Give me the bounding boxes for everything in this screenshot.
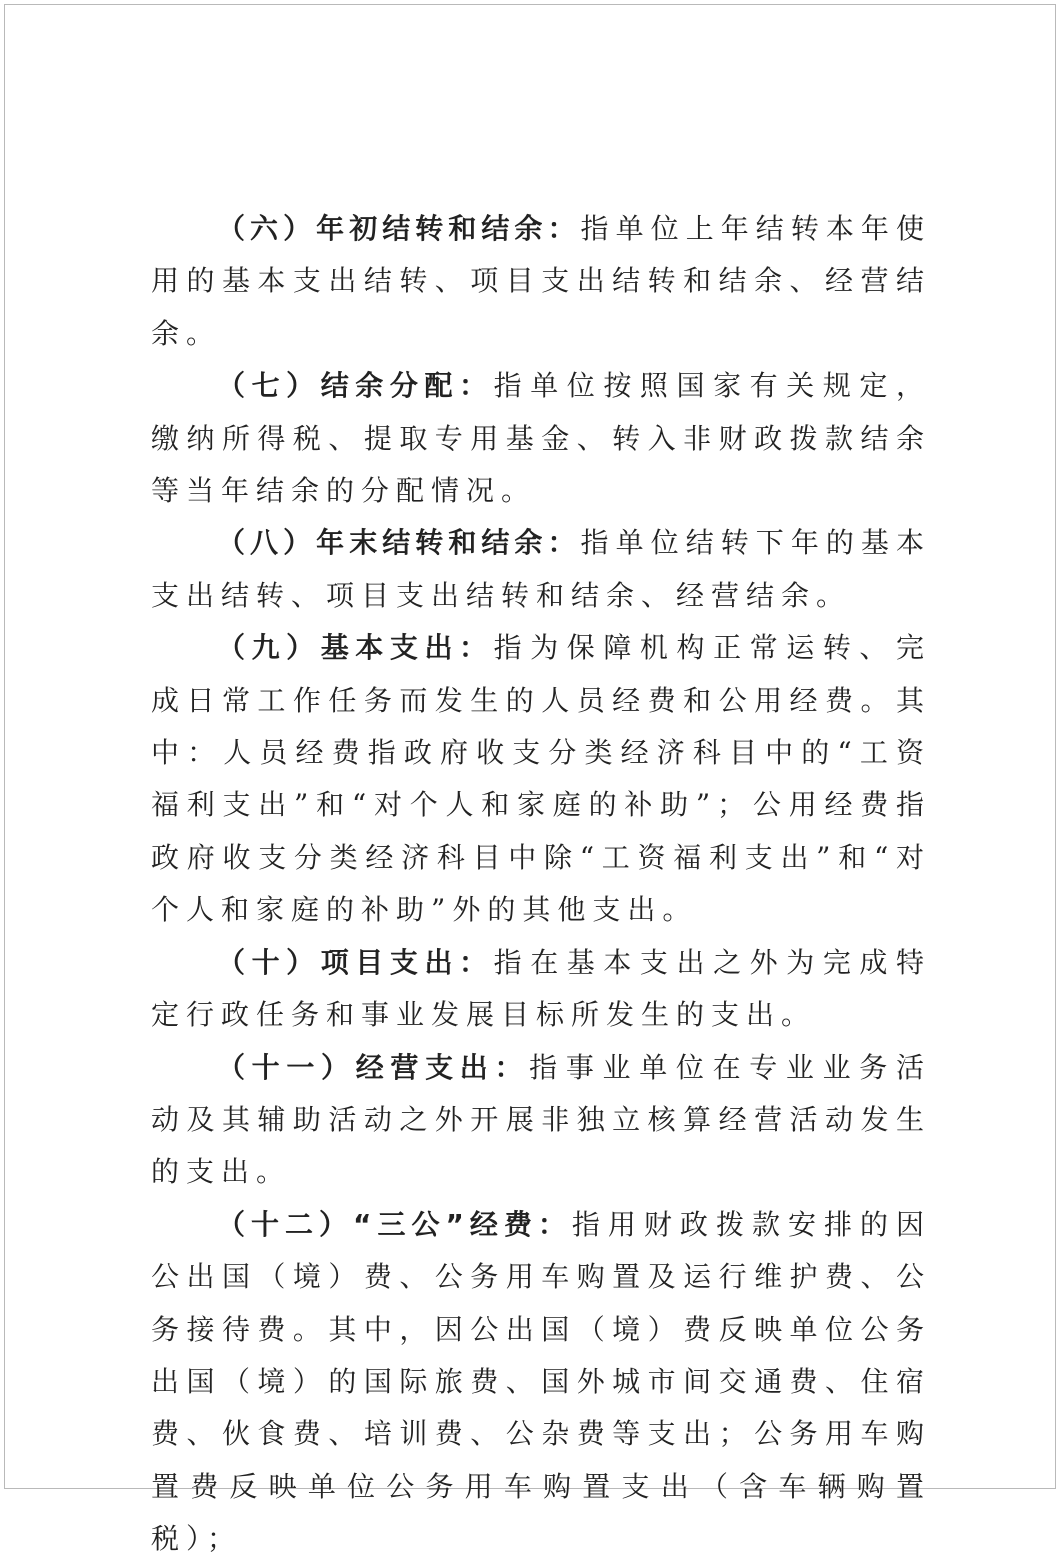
paragraph-11 — [151, 1042, 931, 1199]
term-heading: （七）结余分配： — [217, 369, 494, 403]
document-body — [151, 203, 931, 1566]
paragraph-7 — [151, 360, 931, 517]
paragraph-text: 指事业单位在专业业务活动及其辅助活动之外开展非独立核算经营活动发生的支出。 — [151, 1050, 931, 1189]
paragraph-8 — [151, 517, 931, 622]
paragraph-12 — [151, 1199, 931, 1566]
term-heading: （九）基本支出： — [217, 631, 494, 665]
paragraph-6 — [151, 203, 931, 360]
paragraph-10 — [151, 937, 931, 1042]
term-heading: （十）项目支出： — [217, 945, 494, 979]
paragraph-text: 指在基本支出之外为完成特定行政任务和事业发展目标所发生的支出。 — [151, 945, 931, 1032]
paragraph-text: 指单位结转下年的基本支出结转、项目支出结转和结余、经营结余。 — [151, 526, 931, 612]
term-heading: （十二）“三公”经费： — [217, 1207, 572, 1241]
paragraph-9 — [151, 622, 931, 936]
paragraph-text: 指单位按照国家有关规定，缴纳所得税、提取专用基金、转入非财政拨款结余等当年结余的分配情况。 — [151, 369, 931, 508]
paragraph-text: 指单位上年结转本年使用的基本支出结转、项目支出结转和结余、经营结余。 — [151, 212, 931, 350]
term-heading: （十一）经营支出： — [217, 1050, 530, 1084]
paragraph-text: 指为保障机构正常运转、完成日常工作任务而发生的人员经费和公用经费。其中：人员经费指政府收支分类经济科目中的“工资福利支出”和“对个人和家庭的补助”；公用经费指政府收支分类经济科目中除“工资福利支出”和“对个人和家庭的补助”外的其他支出。 — [151, 631, 931, 927]
document-page — [4, 4, 1056, 1556]
term-heading: （六）年初结转和结余： — [217, 212, 581, 245]
term-heading: （八）年末结转和结余： — [217, 526, 581, 560]
paragraph-text: 指用财政拨款安排的因公出国（境）费、公务用车购置及运行维护费、公务接待费。其中，因公出国（境）费反映单位公务出国（境）的国际旅费、国外城市间交通费、住宿费、伙食费、培训费、公杂费等支出；公务用车购置费反映单位公务用车购置支出（含车辆购置税）； — [151, 1207, 931, 1556]
